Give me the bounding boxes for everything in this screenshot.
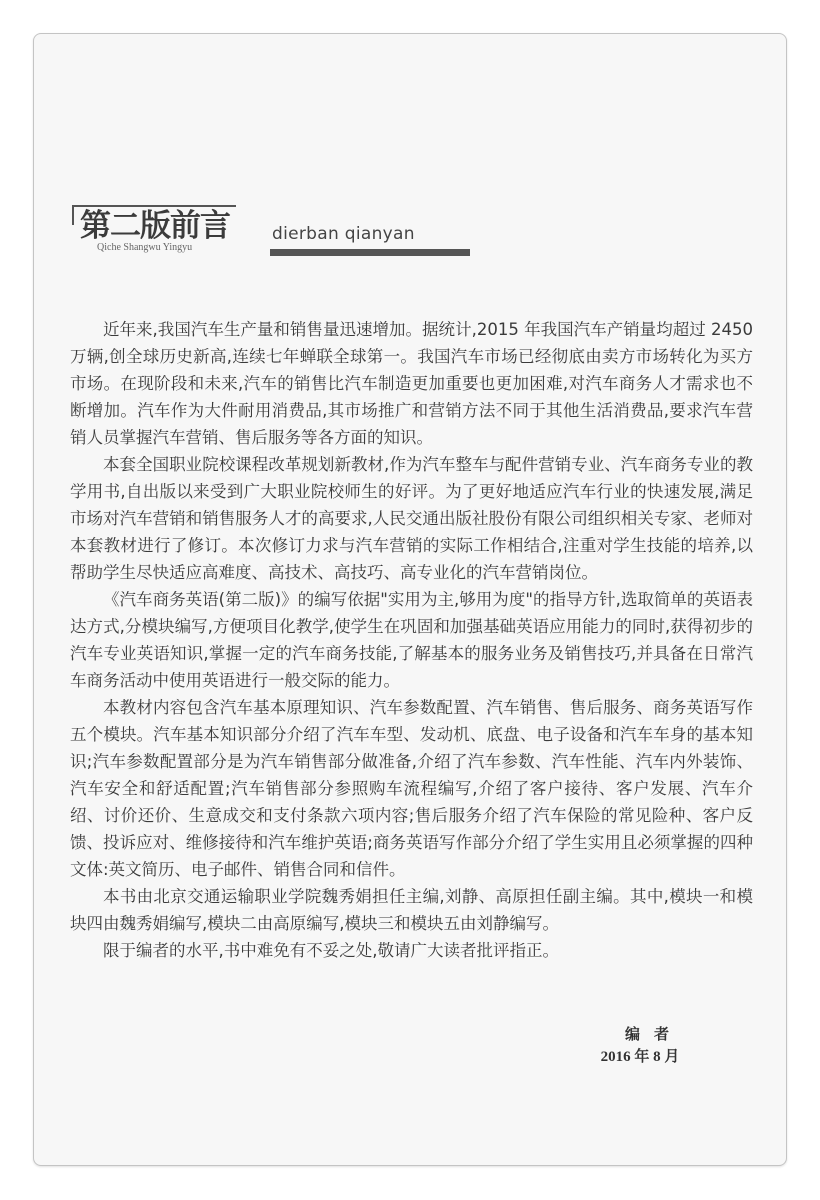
paragraph: 本教材内容包含汽车基本原理知识、汽车参数配置、汽车销售、售后服务、商务英语写作五个模块。汽车基本知识部分介绍了汽车车型、发动机、底盘、电子设备和汽车车身的基本知识;汽车参数配置部分是为汽车销售部分做准备,介绍了汽车参数、汽车性能、汽车内外装饰、汽车安全和舒适配置;汽车销售部分参照购车流程编写,介绍了客户接待、客户发展、汽车介绍、讨价还价、生意成交和支付条款六项内容;售后服务介绍了汽车保险的常见险种、客户反馈、投诉应对、维修接待和汽车维护英语;商务英语写作部分介绍了学生实用且必须掌握的四种文体:英文简历、电子邮件、销售合同和信件。 xyxy=(70,698,753,879)
paragraph: 近年来,我国汽车生产量和销售量迅速增加。据统计,2015 年我国汽车产销量均超过 2450 万辆,创全球历史新高,连续七年蝉联全球第一。我国汽车市场已经彻底由卖方市场转化为买方市场。在现阶段和未来,汽车的销售比汽车制造更加重要也更加困难,对汽车商务人才需求也不断增加。汽车作为大件耐用消费品,其市场推广和营销方法不同于其他生活消费品,要求汽车营销人员掌握汽车营销、售后服务等各方面的知识。 xyxy=(70,320,753,447)
preface-body xyxy=(70,316,753,964)
paragraph: 本书由北京交通运输职业学院魏秀娟担任主编,刘静、高原担任副主编。其中,模块一和模块四由魏秀娟编写,模块二由高原编写,模块三和模块五由刘静编写。 xyxy=(70,887,753,933)
signature-author: 编者 xyxy=(624,1027,683,1043)
page-title: 第二版前言 xyxy=(80,208,230,244)
signature-date: 2016 年 8 月 xyxy=(600,1049,680,1065)
paragraph: 本套全国职业院校课程改革规划新教材,作为汽车整车与配件营销专业、汽车商务专业的教学用书,自出版以来受到广大职业院校师生的好评。为了更好地适应汽车行业的快速发展,满足市场对汽车营销和销售服务人才的高要求,人民交通出版社股份有限公司组织相关专家、老师对本套教材进行了修订。本次修订力求与汽车营销的实际工作相结合,注重对学生技能的培养,以帮助学生尽快适应高难度、高技术、高技巧、高专业化的汽车营销岗位。 xyxy=(70,455,753,582)
paragraph: 《汽车商务英语(第二版)》的编写依据"实用为主,够用为度"的指导方针,选取简单的英语表达方式,分模块编写,方便项目化教学,使学生在巩固和加强基础英语应用能力的同时,获得初步的汽车专业英语知识,掌握一定的汽车商务技能,了解基本的服务业务及销售技巧,并具备在日常汽车商务活动中使用英语进行一般交际的能力。 xyxy=(70,590,753,690)
heading-underline-bar xyxy=(270,249,470,256)
title-pinyin: dierban qianyan xyxy=(272,224,415,244)
paragraph: 限于编者的水平,书中难免有不妥之处,敬请广大读者批评指正。 xyxy=(103,941,559,960)
book-title-pinyin: Qiche Shangwu Yingyu xyxy=(97,242,193,253)
